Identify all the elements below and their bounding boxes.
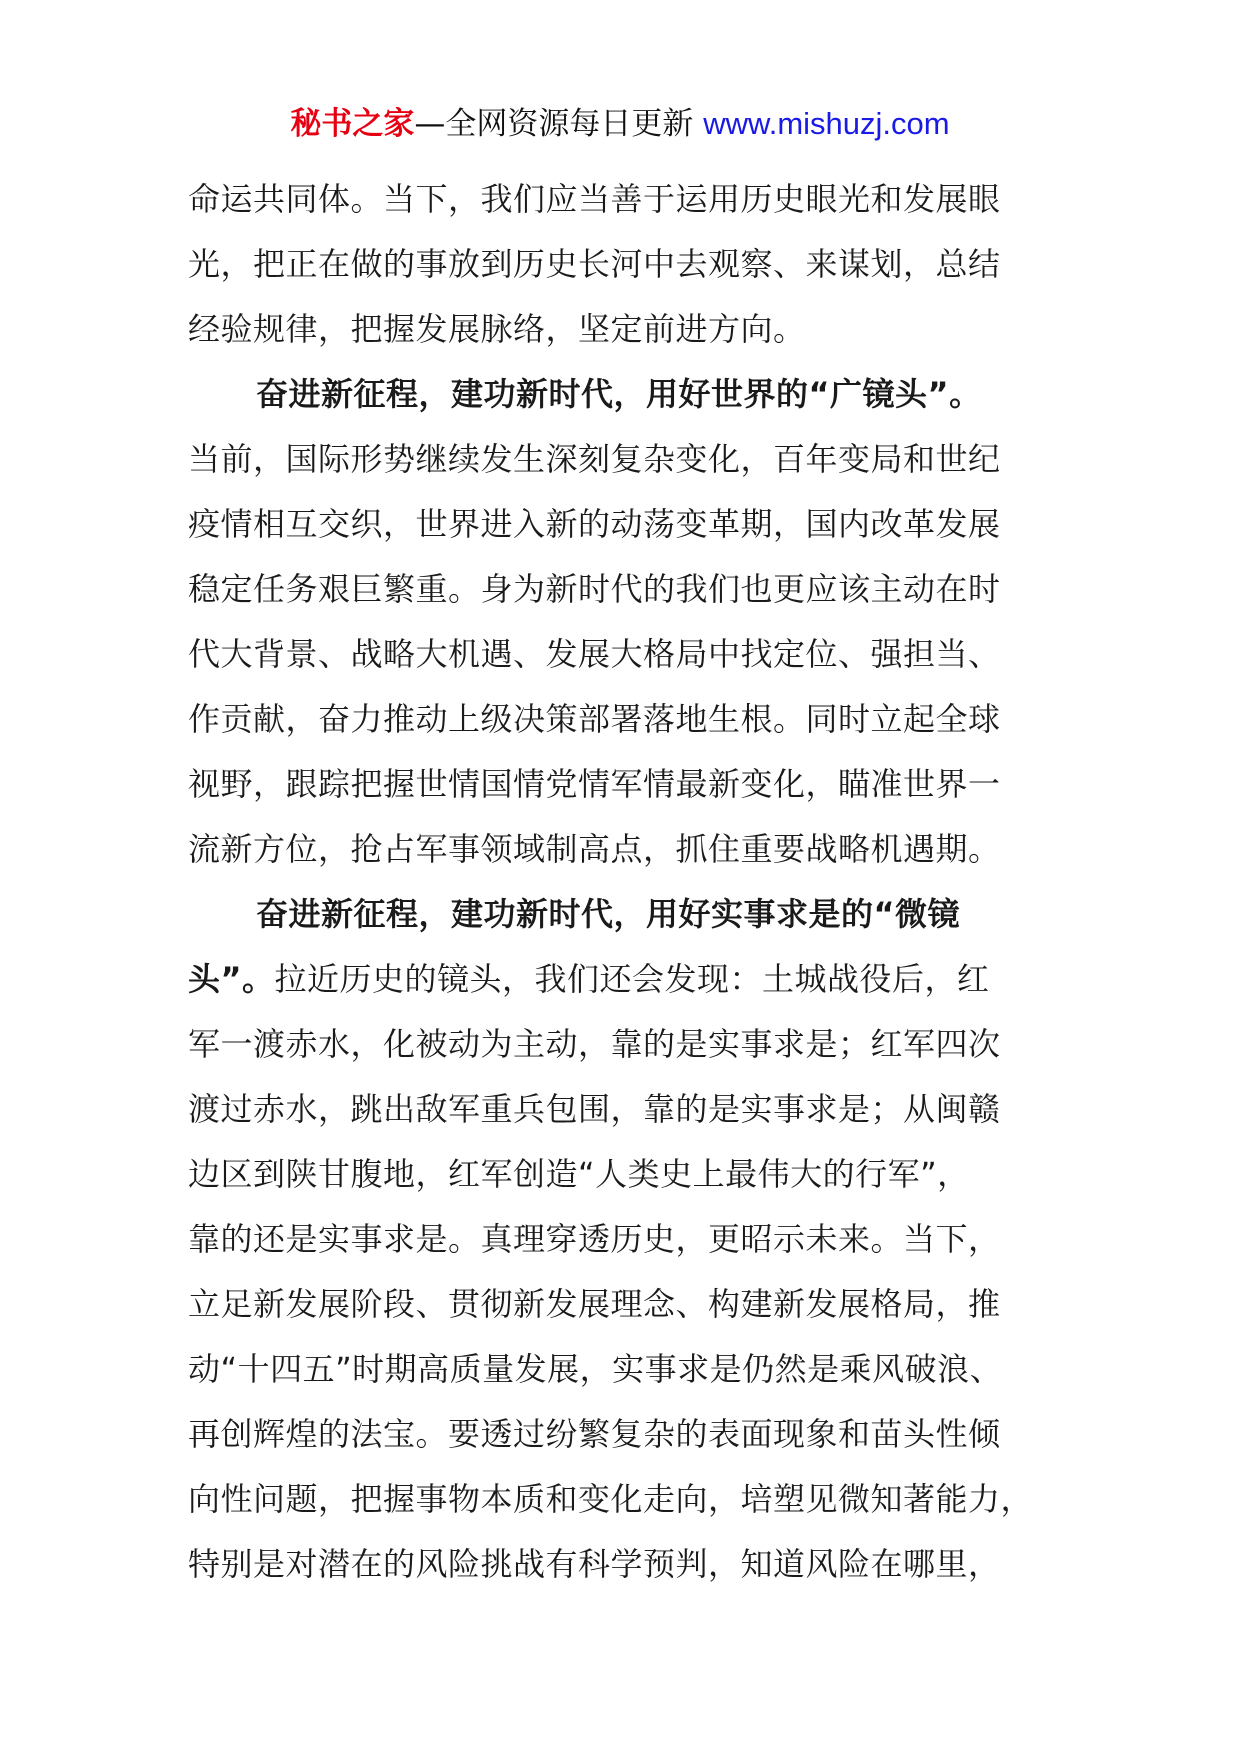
text-line xyxy=(188,817,1068,882)
body-text: 光，把正在做的事放到历史长河中去观察、来谋划，总结 xyxy=(188,245,1001,283)
text-line xyxy=(188,1532,1068,1597)
text-line xyxy=(188,1012,1068,1077)
body-text: 再创辉煌的法宝。要透过纷繁复杂的表面现象和苗头性倾 xyxy=(188,1415,1001,1453)
heading-text: 奋进新征程，建功新时代，用好世界的“广镜头”。 xyxy=(256,375,982,413)
body-text: 视野，跟踪把握世情国情党情军情最新变化，瞄准世界一 xyxy=(188,765,1001,803)
heading-text: 头”。 xyxy=(188,960,275,998)
body-text: 命运共同体。当下，我们应当善于运用历史眼光和发展眼 xyxy=(188,180,1001,218)
body-text: 经验规律，把握发展脉络，坚定前进方向。 xyxy=(188,310,806,348)
text-line xyxy=(188,752,1068,817)
body-text: 边区到陕甘腹地，红军创造“人类史上最伟大的行军”， xyxy=(188,1155,970,1193)
body-text: 立足新发展阶段、贯彻新发展理念、构建新发展格局，推 xyxy=(188,1285,1001,1323)
body-text: 拉近历史的镜头，我们还会发现：土城战役后，红 xyxy=(274,960,990,998)
text-line xyxy=(188,1142,1068,1207)
text-line xyxy=(188,882,1068,947)
site-url-link[interactable]: www.mishuzj.com xyxy=(703,106,950,141)
body-text: 流新方位，抢占军事领域制高点，抓住重要战略机遇期。 xyxy=(188,830,1001,868)
text-line xyxy=(188,1402,1068,1467)
text-line xyxy=(188,1272,1068,1337)
body-text: 疫情相互交织，世界进入新的动荡变革期，国内改革发展 xyxy=(188,505,1001,543)
text-line xyxy=(188,687,1068,752)
text-line xyxy=(188,362,1068,427)
body-text: 代大背景、战略大机遇、发展大格局中找定位、强担当、 xyxy=(188,635,1001,673)
body-text: 当前，国际形势继续发生深刻复杂变化，百年变局和世纪 xyxy=(188,440,1001,478)
body-text: 军一渡赤水，化被动为主动，靠的是实事求是；红军四次 xyxy=(188,1025,1001,1063)
body-text: 向性问题，把握事物本质和变化走向，培塑见微知著能力， xyxy=(188,1480,1034,1518)
site-brand: 秘书之家 xyxy=(290,106,415,142)
text-line xyxy=(188,1467,1068,1532)
text-line xyxy=(188,167,1068,232)
text-line xyxy=(188,947,1068,1012)
document-body xyxy=(188,167,1068,1597)
text-line xyxy=(188,622,1068,687)
text-line xyxy=(188,1337,1068,1402)
heading-text: 奋进新征程，建功新时代，用好实事求是的“微镜 xyxy=(256,895,961,933)
text-line xyxy=(188,232,1068,297)
text-line xyxy=(188,1207,1068,1272)
body-text: 靠的还是实事求是。真理穿透历史，更昭示未来。当下， xyxy=(188,1220,1001,1258)
body-text: 稳定任务艰巨繁重。身为新时代的我们也更应该主动在时 xyxy=(188,570,1001,608)
body-text: 作贡献，奋力推动上级决策部署落地生根。同时立起全球 xyxy=(188,700,1001,738)
body-text: 特别是对潜在的风险挑战有科学预判，知道风险在哪里， xyxy=(188,1545,1001,1583)
text-line xyxy=(188,492,1068,557)
body-text: 动“十四五”时期高质量发展，实事求是仍然是乘风破浪、 xyxy=(188,1350,1003,1388)
text-line xyxy=(188,1077,1068,1142)
page-header xyxy=(0,102,1240,146)
text-line xyxy=(188,297,1068,362)
text-line xyxy=(188,427,1068,492)
body-text: 渡过赤水，跳出敌军重兵包围，靠的是实事求是；从闽赣 xyxy=(188,1090,1001,1128)
site-tagline: —全网资源每日更新 xyxy=(414,106,694,142)
text-line xyxy=(188,557,1068,622)
